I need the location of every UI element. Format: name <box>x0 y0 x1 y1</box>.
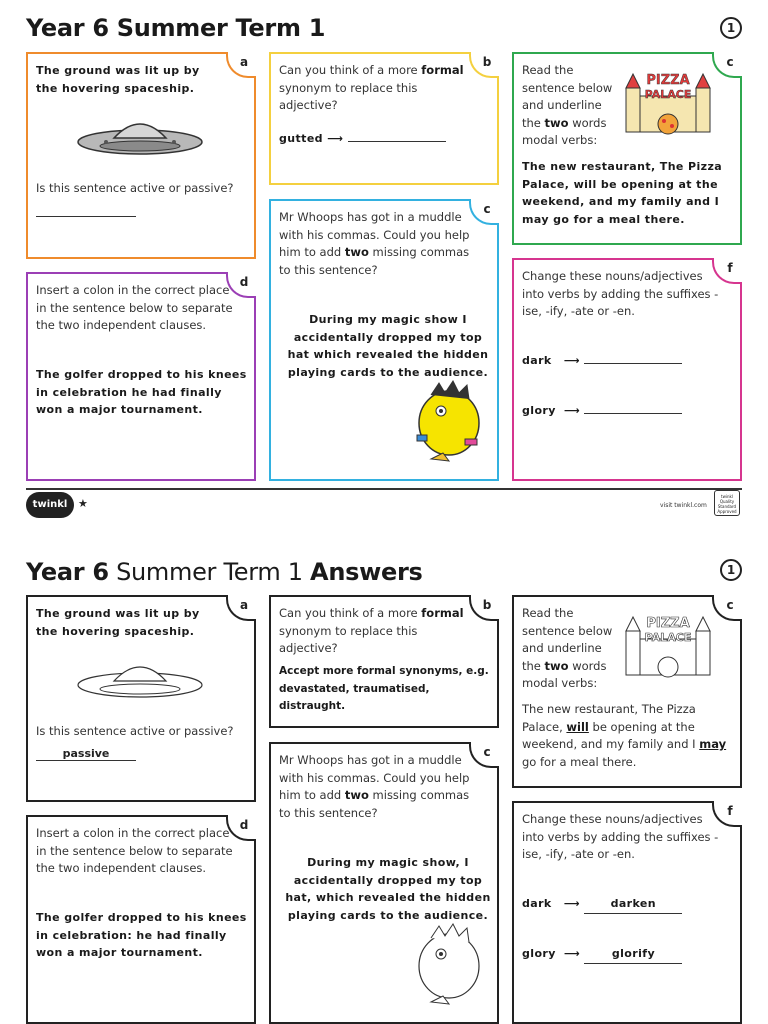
card-prompt: Change these nouns/adjectives into verbs by adding the suffixes -ise, -ify, -ate or -en. <box>522 812 719 861</box>
page-number: 1 <box>720 17 742 39</box>
card-question: Is this sentence active or passive? <box>36 181 234 195</box>
twinkl-logo: twinkl <box>26 492 74 518</box>
modal-verb-1: will <box>566 719 589 734</box>
card-sentence: The golfer dropped to his knees in celebration: he had finally won a major tournament. <box>36 911 247 959</box>
answers-title: Year 6 Summer Term 1 Answers <box>26 558 423 586</box>
card-tag: a <box>226 595 256 621</box>
card-prompt: Insert a colon in the correct place in the sentence below to separate the two independent clauses. <box>36 283 233 332</box>
svg-text:PIZZA: PIZZA <box>646 73 690 88</box>
svg-text:PIZZA: PIZZA <box>646 616 690 631</box>
card-a <box>26 52 256 259</box>
card-sentence: During my magic show I accidentally dropped my top hat which revealed the hidden playing cards to the audience. <box>287 313 489 379</box>
card-question: Is this sentence active or passive? <box>36 724 234 738</box>
card-b <box>269 52 499 185</box>
arrow-icon: ⟶ <box>563 897 581 910</box>
quality-badge: twinkl Quality Standard Approved <box>714 490 740 516</box>
card-tag: f <box>712 258 742 284</box>
card-tag: c <box>469 199 499 225</box>
spaceship-icon <box>76 112 204 164</box>
answer-line[interactable] <box>584 413 682 414</box>
card-question: Can you think of a more formal synonym to replace this adjective? <box>279 63 464 112</box>
card-sentence: The ground was lit up by the hovering spaceship. <box>36 64 200 95</box>
card-sentence: During my magic show, I accidentally dropped my top hat, which revealed the hidden playing cards to the audience. <box>285 856 491 922</box>
card-tag: f <box>712 801 742 827</box>
card-sentence: The golfer dropped to his knees in celebration he had finally won a major tournament. <box>36 368 247 416</box>
answer-line[interactable] <box>36 216 136 217</box>
answer-line[interactable] <box>348 141 446 142</box>
page-number: 1 <box>720 559 742 581</box>
card-sentence: The new restaurant, The Pizza Palace, will be opening at the weekend, and my family and I may go for a meal there. <box>522 702 727 769</box>
word-row-2: glory ⟶ <box>522 402 682 420</box>
answer-card-c-commas <box>269 742 499 1024</box>
answer-text: darken <box>584 895 682 914</box>
svg-text:PALACE: PALACE <box>644 88 692 101</box>
word-row-1: dark ⟶ <box>522 352 682 370</box>
mr-whoops-icon <box>409 916 491 1008</box>
answer-card-f <box>512 801 742 1024</box>
answer-card-c-modal <box>512 595 742 788</box>
word: gutted <box>279 132 323 145</box>
card-tag: c <box>712 52 742 78</box>
modal-verb-2: may <box>699 737 727 751</box>
pizza-palace-logo <box>620 609 716 681</box>
arrow-icon: ⟶ <box>327 132 344 145</box>
page-title: Year 6 Summer Term 1 <box>26 14 326 42</box>
star-icon: ★ <box>78 497 88 510</box>
card-tag: b <box>469 52 499 78</box>
answer-text: glorify <box>584 945 682 964</box>
card-prompt: Change these nouns/adjectives into verbs by adding the suffixes -ise, -ify, -ate or -en. <box>522 269 719 318</box>
answer-text: passive <box>36 747 136 761</box>
card-tag: a <box>226 52 256 78</box>
answer-card-d <box>26 815 256 1024</box>
card-tag: d <box>226 815 256 841</box>
card-prompt: Mr Whoops has got in a muddle with his commas. Could you help him to add two missing commas to this sentence? <box>279 210 470 277</box>
card-question: Can you think of a more formal synonym to replace this adjective? <box>279 606 464 655</box>
footer-divider <box>26 488 742 490</box>
pizza-palace-logo <box>620 66 716 138</box>
card-tag: d <box>226 272 256 298</box>
mr-whoops-icon <box>409 373 491 465</box>
visit-link[interactable]: visit twinkl.com <box>660 502 707 509</box>
card-f <box>512 258 742 481</box>
card-tag: b <box>469 595 499 621</box>
spaceship-icon <box>76 655 204 707</box>
arrow-icon: ⟶ <box>564 947 581 960</box>
card-tag: c <box>469 742 499 768</box>
card-tag: c <box>712 595 742 621</box>
answer-text: Accept more formal synonyms, e.g. devastated, traumatised, distraught. <box>279 665 489 712</box>
svg-text:PALACE: PALACE <box>644 631 692 644</box>
word-row-2: glory ⟶ glorify <box>522 945 682 964</box>
word-row-1: dark ⟶ darken <box>522 895 682 914</box>
answer-line[interactable] <box>584 363 682 364</box>
arrow-icon: ⟶ <box>564 404 581 417</box>
answer-card-b <box>269 595 499 728</box>
card-prompt: Mr Whoops has got in a muddle with his commas. Could you help him to add two missing commas to this sentence? <box>279 753 470 820</box>
word-row <box>279 130 446 148</box>
answer-card-a <box>26 595 256 802</box>
card-c-commas <box>269 199 499 481</box>
card-prompt: Read the sentence below and underline the two words modal verbs: <box>522 606 613 690</box>
card-sentence: The new restaurant, The Pizza Palace, will be opening at the weekend, and my family and I may go for a meal there. <box>522 160 723 226</box>
card-sentence: The ground was lit up by the hovering spaceship. <box>36 607 200 638</box>
card-c-modal <box>512 52 742 245</box>
card-prompt: Insert a colon in the correct place in the sentence below to separate the two independent clauses. <box>36 826 233 875</box>
card-d <box>26 272 256 481</box>
card-prompt: Read the sentence below and underline the two words modal verbs: <box>522 63 613 147</box>
arrow-icon: ⟶ <box>563 354 581 367</box>
